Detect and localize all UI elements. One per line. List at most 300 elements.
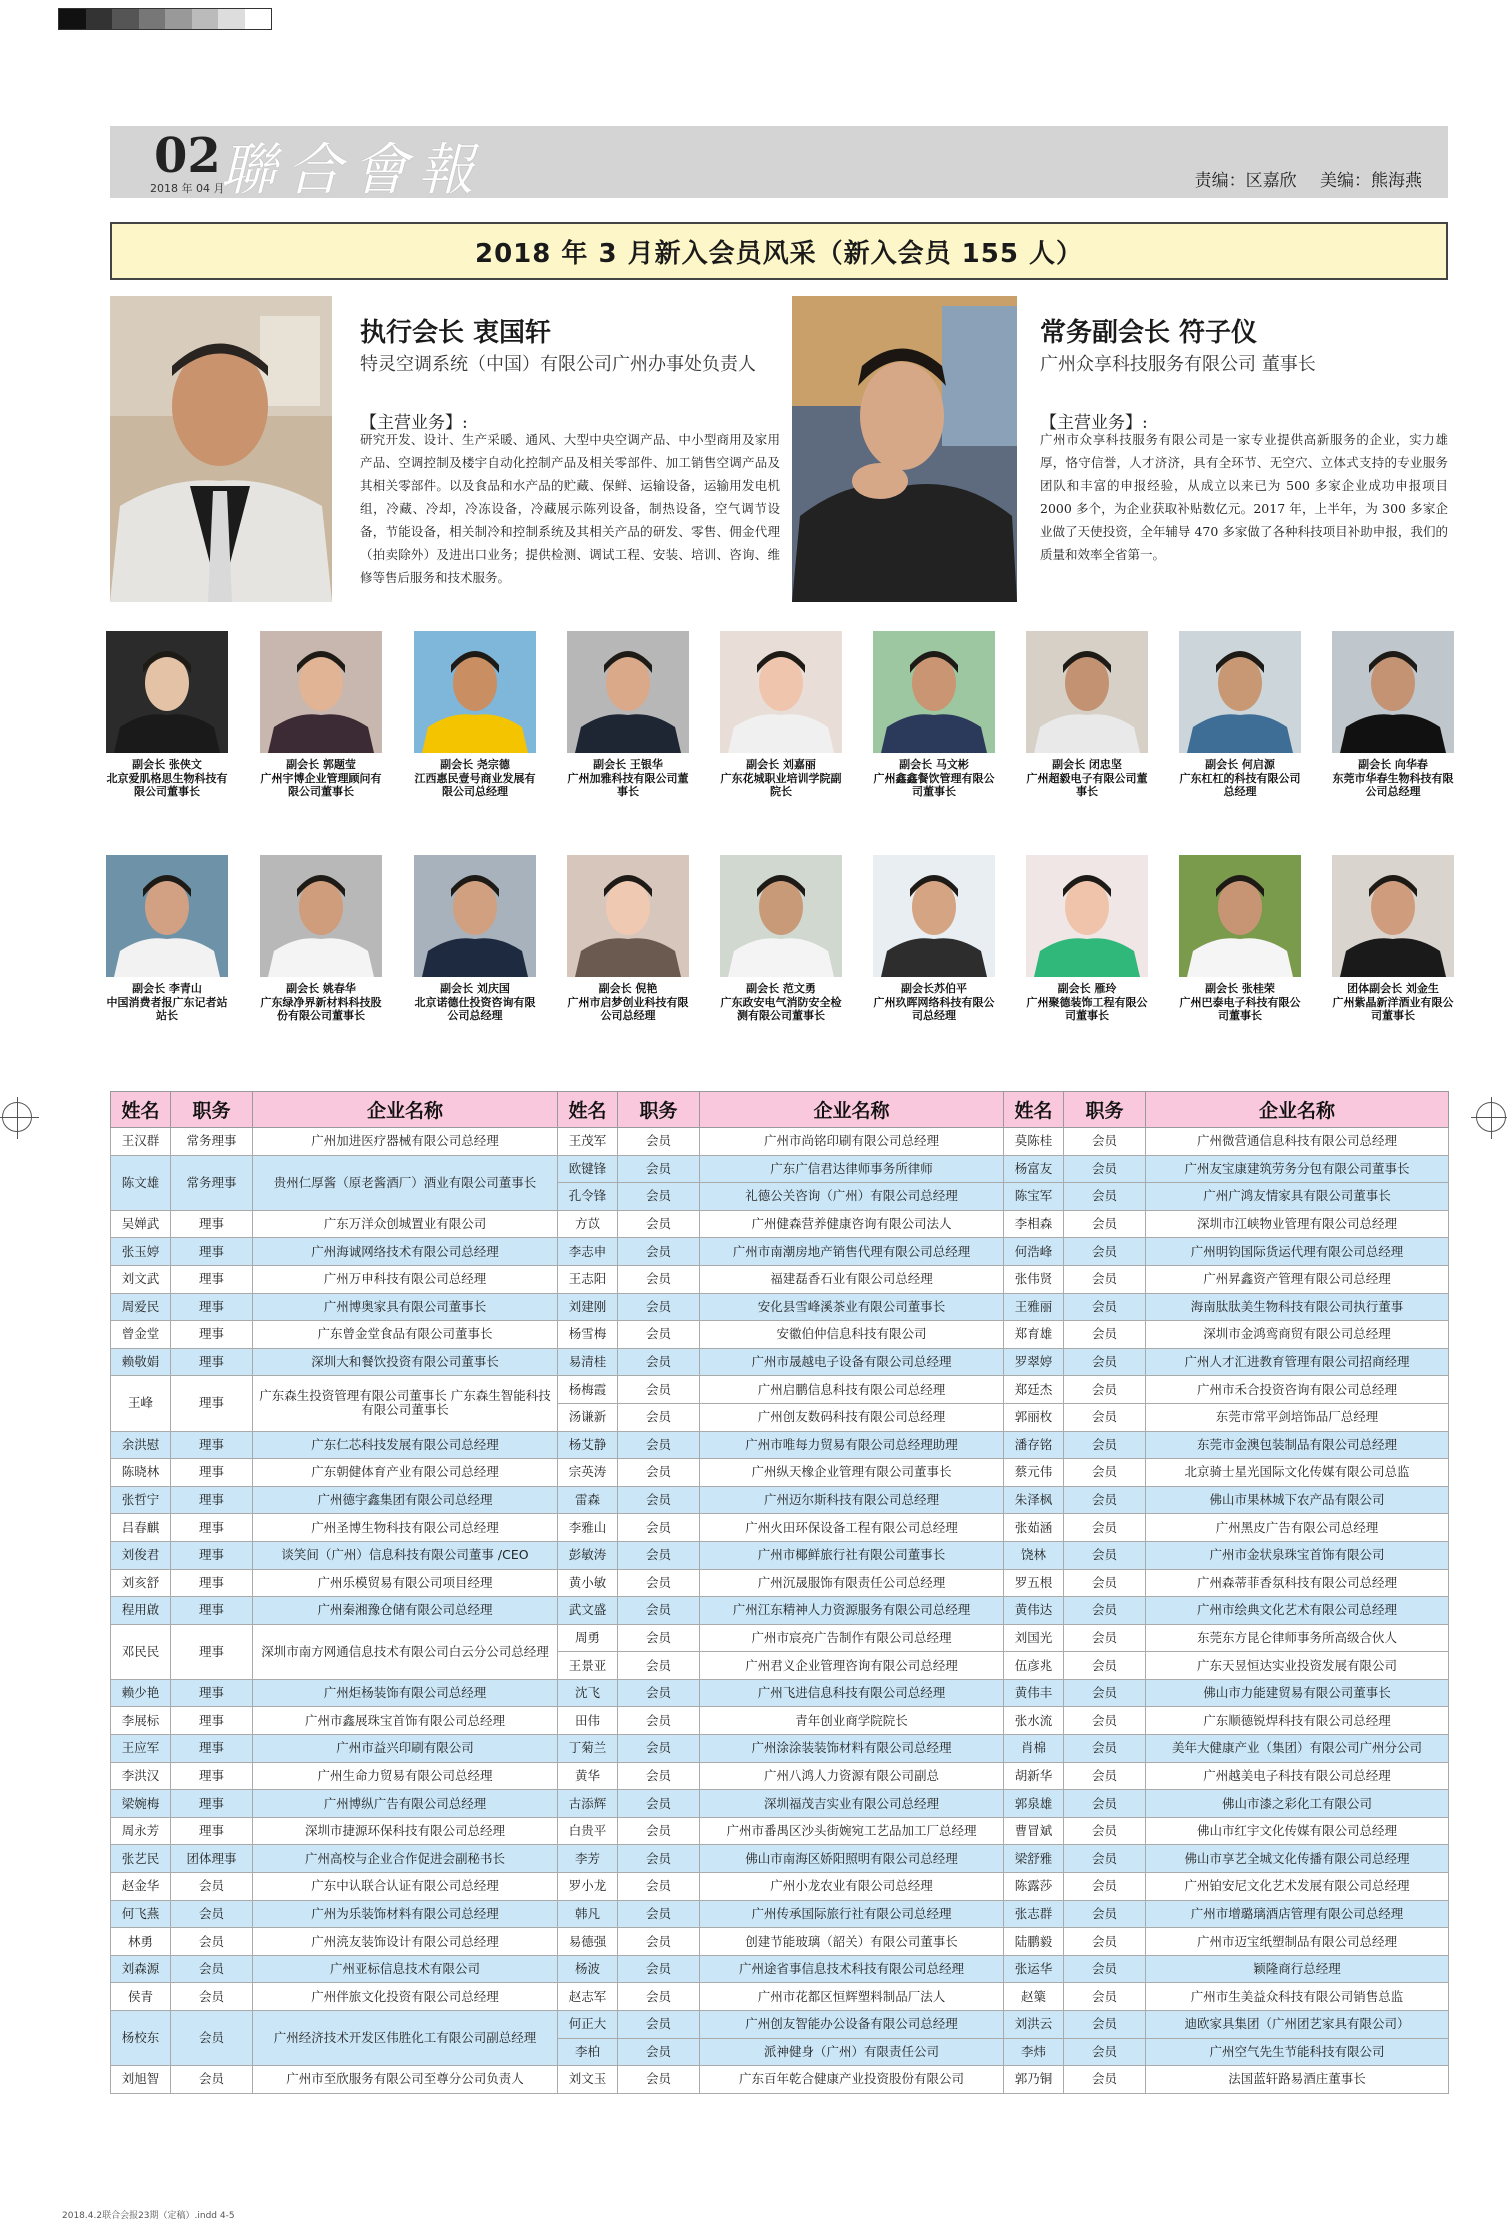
table-cell: 会员 [1064, 1817, 1146, 1845]
table-cell: 理事 [171, 1210, 253, 1238]
table-row [111, 1431, 1449, 1459]
table-cell: 程用啟 [111, 1597, 171, 1625]
table-row [111, 1210, 1449, 1238]
table-cell: 会员 [618, 1569, 700, 1597]
deputy-photo [567, 631, 689, 753]
table-cell: 张水流 [1004, 1707, 1064, 1735]
table-cell: 周勇 [558, 1624, 618, 1652]
table-cell: 潘存铭 [1004, 1431, 1064, 1459]
table-cell: 杨梅霞 [558, 1376, 618, 1404]
table-cell: 广州为乐装饰材料有限公司总经理 [253, 1900, 558, 1928]
table-cell: 会员 [1064, 1900, 1146, 1928]
table-cell: 理事 [171, 1762, 253, 1790]
table-cell: 广州市南潮房地产销售代理有限公司总经理 [700, 1238, 1004, 1266]
table-cell: 古添辉 [558, 1790, 618, 1818]
table-cell: 会员 [618, 1679, 700, 1707]
table-cell: 广州市晟越电子设备有限公司总经理 [700, 1348, 1004, 1376]
table-cell: 刘文玉 [558, 2066, 618, 2094]
deputy-photo [873, 631, 995, 753]
table-cell: 张艺民 [111, 1845, 171, 1873]
table-cell: 郑廷杰 [1004, 1376, 1064, 1404]
table-cell: 广州市禾合投资咨询有限公司总经理 [1146, 1376, 1449, 1404]
table-cell: 张哲宁 [111, 1486, 171, 1514]
table-cell: 佛山市果林城下农产品有限公司 [1146, 1486, 1449, 1514]
deputy-photo [260, 855, 382, 977]
table-cell: 广州湸友装饰设计有限公司总经理 [253, 1928, 558, 1956]
deputy-card [718, 631, 844, 799]
table-cell: 方苡 [558, 1210, 618, 1238]
leader-executive-president [110, 296, 780, 604]
table-cell: 创建节能玻璃（韶关）有限公司董事长 [700, 1928, 1004, 1956]
table-cell: 贵州仁厚酱（原老酱酒厂）酒业有限公司董事长 [253, 1155, 558, 1210]
table-cell: 广州市尚铭印刷有限公司总经理 [700, 1128, 1004, 1156]
table-cell: 广州博纵广告有限公司总经理 [253, 1790, 558, 1818]
business-heading: 【主营业务】: [360, 413, 468, 433]
table-cell: 陈晓林 [111, 1459, 171, 1487]
table-cell: 会员 [618, 2038, 700, 2066]
table-cell: 常务理事 [171, 1155, 253, 1210]
table-cell: 黄小敏 [558, 1569, 618, 1597]
table-cell: 广州微营通信息科技有限公司总经理 [1146, 1128, 1449, 1156]
business-heading: 【主营业务】: [1040, 413, 1148, 433]
table-cell: 刘森源 [111, 1955, 171, 1983]
table-cell: 王景亚 [558, 1652, 618, 1680]
table-cell: 广州加进医疗器械有限公司总经理 [253, 1128, 558, 1156]
deputy-caption: 副会长 王银华 广州加雅科技有限公司董事长 [567, 758, 689, 798]
table-cell: 饶林 [1004, 1541, 1064, 1569]
table-cell: 广州市鑫展珠宝首饰有限公司总经理 [253, 1707, 558, 1735]
column-header: 姓名 [558, 1092, 618, 1128]
table-cell: 周爱民 [111, 1293, 171, 1321]
table-cell: 会员 [618, 1762, 700, 1790]
deputy-caption: 副会长 刘庆国 北京诺德仕投资咨询有限公司总经理 [414, 982, 536, 1022]
table-row [111, 1790, 1449, 1818]
table-cell: 张运华 [1004, 1955, 1064, 1983]
table-cell: 李相森 [1004, 1210, 1064, 1238]
business-description: 广州市众享科技服务有限公司是一家专业提供高新服务的企业，实力雄厚，恪守信誉，人才济济，具有全环节、无空穴、立体式支持的专业服务团队和丰富的申报经验，从成立以来已为 500 多家企业成功申报项目 2000 多个，为企业获取补贴数亿元。2017 年，上半年，为 300 多家企业做了天使投资，全年辅导 470 多家做了各种科技项目补助申报，我们的质量和效率全省第一。 [1040, 432, 1448, 562]
table-cell: 会员 [1064, 1514, 1146, 1542]
table-row [111, 1348, 1449, 1376]
table-cell: 会员 [618, 1817, 700, 1845]
table-cell: 广州亚标信息技术有限公司 [253, 1955, 558, 1983]
issue-date: 2018 年 04 月 [150, 182, 225, 195]
deputy-card [718, 855, 844, 1023]
table-cell: 会员 [1064, 1762, 1146, 1790]
deputy-caption: 副会长 闭忠坚 广州超毅电子有限公司董事长 [1026, 758, 1148, 798]
table-row [111, 1459, 1449, 1487]
table-cell: 会员 [1064, 1459, 1146, 1487]
newspaper-header [110, 126, 1448, 203]
table-cell: 赖少艳 [111, 1679, 171, 1707]
table-cell: 丁菊兰 [558, 1735, 618, 1763]
table-cell: 会员 [618, 1293, 700, 1321]
table-cell: 白贵平 [558, 1817, 618, 1845]
table-cell: 理事 [171, 1707, 253, 1735]
table-cell: 王应军 [111, 1735, 171, 1763]
table-row [111, 1762, 1449, 1790]
table-cell: 广州空气先生节能科技有限公司 [1146, 2038, 1449, 2066]
deputy-caption: 副会长 雁玲 广州聚德装饰工程有限公司董事长 [1026, 982, 1148, 1022]
table-cell: 广州市唯每力贸易有限公司总经理助理 [700, 1431, 1004, 1459]
table-cell: 会员 [618, 1735, 700, 1763]
table-cell: 会员 [618, 1514, 700, 1542]
deputy-caption: 副会长 倪艳 广州市启梦创业科技有限公司总经理 [567, 982, 689, 1022]
deputy-caption: 副会长 郭题莹 广州宇博企业管理顾问有限公司董事长 [260, 758, 382, 798]
deputy-photo [1332, 855, 1454, 977]
table-cell: 赵篥 [1004, 1983, 1064, 2011]
table-cell: 会员 [1064, 1569, 1146, 1597]
editor: 责编：区嘉欣 [1194, 171, 1297, 191]
table-cell: 曾金堂 [111, 1321, 171, 1349]
table-cell: 雷森 [558, 1486, 618, 1514]
table-cell: 广东百年乾合健康产业投资股份有限公司 [700, 2066, 1004, 2094]
table-cell: 郑育雄 [1004, 1321, 1064, 1349]
table-cell: 会员 [618, 1431, 700, 1459]
table-cell: 广东森生投资管理有限公司董事长 广东森生智能科技有限公司董事长 [253, 1376, 558, 1431]
table-cell: 福建磊香石业有限公司总经理 [700, 1265, 1004, 1293]
table-cell: 王汉群 [111, 1128, 171, 1156]
table-cell: 广州市迈宝纸塑制品有限公司总经理 [1146, 1928, 1449, 1956]
deputy-photo [1026, 631, 1148, 753]
table-row [111, 1569, 1449, 1597]
table-cell: 礼德公关咨询（广州）有限公司总经理 [700, 1183, 1004, 1211]
table-cell: 会员 [1064, 1321, 1146, 1349]
table-cell: 会员 [618, 1873, 700, 1901]
table-cell: 王茂军 [558, 1128, 618, 1156]
table-cell: 理事 [171, 1817, 253, 1845]
table-cell: 李志申 [558, 1238, 618, 1266]
table-cell: 理事 [171, 1238, 253, 1266]
table-cell: 佛山市力能建贸易有限公司董事长 [1146, 1679, 1449, 1707]
table-cell: 会员 [1064, 2066, 1146, 2094]
table-row [111, 1265, 1449, 1293]
table-row [111, 1514, 1449, 1542]
table-cell: 青年创业商学院院长 [700, 1707, 1004, 1735]
table-cell: 北京骑士星光国际文化传媒有限公司总监 [1146, 1459, 1449, 1487]
table-cell: 广州创友智能办公设备有限公司总经理 [700, 2011, 1004, 2039]
table-row [111, 1955, 1449, 1983]
table-cell: 会员 [1064, 1238, 1146, 1266]
table-cell: 理事 [171, 1514, 253, 1542]
table-cell: 广州友宝康建筑劳务分包有限公司董事长 [1146, 1155, 1449, 1183]
table-cell: 会员 [618, 1128, 700, 1156]
table-cell: 彭敏涛 [558, 1541, 618, 1569]
deputy-photo [1179, 855, 1301, 977]
table-cell: 刘俊君 [111, 1541, 171, 1569]
table-cell: 李芳 [558, 1845, 618, 1873]
table-cell: 广州市益兴印刷有限公司 [253, 1735, 558, 1763]
table-cell: 会员 [618, 1348, 700, 1376]
member-table [110, 1091, 1449, 2094]
table-cell: 会员 [1064, 1348, 1146, 1376]
table-cell: 广州途省事信息技术科技有限公司总经理 [700, 1955, 1004, 1983]
table-cell: 理事 [171, 1348, 253, 1376]
editor-credits [1177, 166, 1422, 191]
table-cell: 肖棉 [1004, 1735, 1064, 1763]
table-row [111, 1900, 1449, 1928]
table-cell: 会员 [618, 1624, 700, 1652]
table-cell: 美年大健康产业（集团）有限公司广州分公司 [1146, 1735, 1449, 1763]
registration-mark-right [1476, 1102, 1506, 1132]
deputy-card [412, 631, 538, 799]
table-cell: 广州江东精神人力资源服务有限公司总经理 [700, 1597, 1004, 1625]
table-cell: 易清桂 [558, 1348, 618, 1376]
deputy-card [871, 855, 997, 1023]
table-cell: 广州万申科技有限公司总经理 [253, 1265, 558, 1293]
table-cell: 会员 [618, 1955, 700, 1983]
table-cell: 黄伟达 [1004, 1597, 1064, 1625]
table-cell: 朱泽枫 [1004, 1486, 1064, 1514]
table-cell: 广州乐模贸易有限公司项目经理 [253, 1569, 558, 1597]
table-cell: 黄伟丰 [1004, 1679, 1064, 1707]
masthead: 聯合會報 [220, 138, 484, 203]
table-row [111, 1873, 1449, 1901]
column-header: 姓名 [111, 1092, 171, 1128]
table-cell: 迪欧家具集团（广州团艺家具有限公司） [1146, 2011, 1449, 2039]
table-cell: 广州市宸亮广告制作有限公司总经理 [700, 1624, 1004, 1652]
table-cell: 会员 [1064, 1928, 1146, 1956]
table-cell: 会员 [1064, 1293, 1146, 1321]
table-cell: 会员 [618, 1459, 700, 1487]
table-cell: 东莞东方昆仑律师事务所高级合伙人 [1146, 1624, 1449, 1652]
table-cell: 广州明钧国际货运代理有限公司总经理 [1146, 1238, 1449, 1266]
table-cell: 广州沉晟服饰有限责任公司总经理 [700, 1569, 1004, 1597]
table-cell: 会员 [171, 2011, 253, 2066]
deputy-card [412, 855, 538, 1023]
table-cell: 郭丽枚 [1004, 1403, 1064, 1431]
table-cell: 李雅山 [558, 1514, 618, 1542]
table-cell: 易德强 [558, 1928, 618, 1956]
table-cell: 会员 [171, 1928, 253, 1956]
table-cell: 刘国光 [1004, 1624, 1064, 1652]
table-cell: 会员 [171, 1873, 253, 1901]
leader-role-name: 执行会长 衷国轩 [360, 318, 552, 348]
table-cell: 郭泉雄 [1004, 1790, 1064, 1818]
table-cell: 理事 [171, 1431, 253, 1459]
table-cell: 广州八鸿人力资源有限公司副总 [700, 1762, 1004, 1790]
table-cell: 黄华 [558, 1762, 618, 1790]
table-cell: 理事 [171, 1321, 253, 1349]
table-cell: 欧键锋 [558, 1155, 618, 1183]
table-cell: 会员 [1064, 1707, 1146, 1735]
deputy-caption: 副会长 张侠文 北京爱肌格思生物科技有限公司董事长 [106, 758, 228, 798]
table-row [111, 1486, 1449, 1514]
table-cell: 广州海诚网络技术有限公司总经理 [253, 1238, 558, 1266]
table-cell: 武文盛 [558, 1597, 618, 1625]
table-cell: 赵金华 [111, 1873, 171, 1901]
table-cell: 团体理事 [171, 1845, 253, 1873]
table-cell: 会员 [171, 1900, 253, 1928]
table-cell: 王志阳 [558, 1265, 618, 1293]
table-cell: 罗翠婷 [1004, 1348, 1064, 1376]
print-slug: 2018.4.2联合会报23期（定稿）.indd 4-5 [62, 2211, 235, 2221]
table-cell: 派神健身（广州）有限责任公司 [700, 2038, 1004, 2066]
column-header: 姓名 [1004, 1092, 1064, 1128]
table-cell: 会员 [1064, 1624, 1146, 1652]
table-cell: 会员 [1064, 1403, 1146, 1431]
deputy-caption: 副会长苏伯平 广州玖晖网络科技有限公司总经理 [873, 982, 995, 1022]
table-cell: 理事 [171, 1293, 253, 1321]
table-cell: 周永芳 [111, 1817, 171, 1845]
table-cell: 理事 [171, 1486, 253, 1514]
deputy-card [1177, 631, 1303, 799]
table-cell: 东莞市常平剑培饰品厂总经理 [1146, 1403, 1449, 1431]
table-cell: 会员 [1064, 1955, 1146, 1983]
table-cell: 广东曾金堂食品有限公司董事长 [253, 1321, 558, 1349]
deputy-photo [414, 855, 536, 977]
table-cell: 张玉婷 [111, 1238, 171, 1266]
column-header: 职务 [171, 1092, 253, 1128]
deputy-caption: 副会长 马文彬 广州鑫鑫餐饮管理有限公司董事长 [873, 758, 995, 798]
leader-role-name: 常务副会长 符子仪 [1040, 318, 1258, 348]
table-cell: 会员 [1064, 1210, 1146, 1238]
table-cell: 会员 [618, 1376, 700, 1404]
table-cell: 李洪汉 [111, 1762, 171, 1790]
table-cell: 罗小龙 [558, 1873, 618, 1901]
table-cell: 广州森蒂菲香氛科技有限公司总经理 [1146, 1569, 1449, 1597]
table-cell: 会员 [618, 1403, 700, 1431]
leader-photo [110, 296, 332, 602]
table-cell: 王雅丽 [1004, 1293, 1064, 1321]
table-cell: 广东万洋众创城置业有限公司 [253, 1210, 558, 1238]
deputy-card [1024, 631, 1150, 799]
table-cell: 陈文雄 [111, 1155, 171, 1210]
deputy-photo [1179, 631, 1301, 753]
table-cell: 田伟 [558, 1707, 618, 1735]
deputy-card [258, 631, 384, 799]
table-cell: 广州市绘典文化艺术有限公司总经理 [1146, 1597, 1449, 1625]
table-row [111, 1128, 1449, 1156]
leader-company: 广州众享科技服务有限公司 董事长 [1040, 354, 1316, 375]
table-cell: 沈飞 [558, 1679, 618, 1707]
table-cell: 会员 [618, 2011, 700, 2039]
table-cell: 广州飞进信息科技有限公司总经理 [700, 1679, 1004, 1707]
table-cell: 理事 [171, 1735, 253, 1763]
table-cell: 会员 [1064, 1486, 1146, 1514]
table-row [111, 1817, 1449, 1845]
table-row [111, 1928, 1449, 1956]
deputy-card [258, 855, 384, 1023]
table-cell: 会员 [618, 1155, 700, 1183]
table-cell: 陈露莎 [1004, 1873, 1064, 1901]
deputy-photo [260, 631, 382, 753]
table-cell: 邓民民 [111, 1624, 171, 1679]
table-row [111, 1293, 1449, 1321]
table-cell: 张伟贤 [1004, 1265, 1064, 1293]
color-registration-bar [58, 8, 272, 30]
table-cell: 会员 [618, 2066, 700, 2094]
table-cell: 佛山市漆之彩化工有限公司 [1146, 1790, 1449, 1818]
table-cell: 安化县雪峰溪茶业有限公司董事长 [700, 1293, 1004, 1321]
table-cell: 会员 [618, 1707, 700, 1735]
table-cell: 杨校东 [111, 2011, 171, 2066]
page-title: 2018 年 3 月新入会员风采（新入会员 155 人） [110, 222, 1448, 280]
table-cell: 会员 [1064, 1265, 1146, 1293]
table-cell: 佛山市红宇文化传媒有限公司总经理 [1146, 1817, 1449, 1845]
table-cell: 谈笑间（广州）信息科技有限公司董事 /CEO [253, 1541, 558, 1569]
table-cell: 深圳市江峡物业管理有限公司总经理 [1146, 1210, 1449, 1238]
table-cell: 张茹涵 [1004, 1514, 1064, 1542]
table-cell: 会员 [618, 1210, 700, 1238]
table-row [111, 1376, 1449, 1404]
table-cell: 韩凡 [558, 1900, 618, 1928]
table-cell: 广东天昱恒达实业投资发展有限公司 [1146, 1652, 1449, 1680]
table-cell: 广东朝健体育产业有限公司总经理 [253, 1459, 558, 1487]
table-cell: 莫陈桂 [1004, 1128, 1064, 1156]
table-cell: 杨艾静 [558, 1431, 618, 1459]
table-cell: 广州君义企业管理咨询有限公司总经理 [700, 1652, 1004, 1680]
table-cell: 广州市花都区恒辉塑料制品厂法人 [700, 1983, 1004, 2011]
table-cell: 余洪慰 [111, 1431, 171, 1459]
column-header: 企业名称 [1146, 1092, 1449, 1128]
leader-vice-president [792, 296, 1448, 604]
leader-company: 特灵空调系统（中国）有限公司广州办事处负责人 [360, 354, 756, 375]
table-cell: 安徽伯仲信息科技有限公司 [700, 1321, 1004, 1349]
table-cell: 伍彦兆 [1004, 1652, 1064, 1680]
table-row [111, 1735, 1449, 1763]
table-cell: 广州市金状泉珠宝首饰有限公司 [1146, 1541, 1449, 1569]
table-cell: 广州市增璐璃酒店管理有限公司总经理 [1146, 1900, 1449, 1928]
table-cell: 刘洪云 [1004, 2011, 1064, 2039]
table-cell: 刘旭智 [111, 2066, 171, 2094]
table-cell: 赵志军 [558, 1983, 618, 2011]
table-cell: 深圳市金鸿鸾商贸有限公司总经理 [1146, 1321, 1449, 1349]
table-cell: 会员 [1064, 1431, 1146, 1459]
table-cell: 会员 [1064, 1845, 1146, 1873]
table-cell: 会员 [618, 1265, 700, 1293]
table-cell: 佛山市享艺全城文化传播有限公司总经理 [1146, 1845, 1449, 1873]
deputy-caption: 副会长 刘嘉丽 广东花城职业培训学院副院长 [720, 758, 842, 798]
table-cell: 深圳市南方网通信息技术有限公司白云分公司总经理 [253, 1624, 558, 1679]
deputy-card [1330, 855, 1456, 1023]
table-cell: 何浩峰 [1004, 1238, 1064, 1266]
table-cell: 王峰 [111, 1376, 171, 1431]
deputy-caption: 副会长 姚春华 广东绿净界新材料科技股份有限公司董事长 [260, 982, 382, 1022]
table-cell: 广州秦湘豫仓储有限公司总经理 [253, 1597, 558, 1625]
table-row [111, 1679, 1449, 1707]
table-cell: 张志群 [1004, 1900, 1064, 1928]
table-cell: 理事 [171, 1597, 253, 1625]
table-cell: 侯青 [111, 1983, 171, 2011]
deputy-caption: 副会长 尧宗德 江西惠民壹号商业发展有限公司总经理 [414, 758, 536, 798]
deputy-caption: 副会长 何启源 广东杠杠的科技有限公司总经理 [1179, 758, 1301, 798]
table-cell: 广州市椰鲜旅行社有限公司董事长 [700, 1541, 1004, 1569]
deputy-card [565, 631, 691, 799]
table-cell: 深圳大和餐饮投资有限公司董事长 [253, 1348, 558, 1376]
table-cell: 会员 [1064, 1735, 1146, 1763]
deputy-photo [567, 855, 689, 977]
table-row [111, 1624, 1449, 1652]
deputy-photo [414, 631, 536, 753]
deputy-card [1330, 631, 1456, 799]
table-row [111, 1321, 1449, 1349]
table-cell: 会员 [618, 1486, 700, 1514]
table-cell: 刘亥舒 [111, 1569, 171, 1597]
table-cell: 广州市至欣服务有限公司至尊分公司负责人 [253, 2066, 558, 2094]
table-cell: 广东广信君达律师事务所律师 [700, 1155, 1004, 1183]
table-cell: 常务理事 [171, 1128, 253, 1156]
table-cell: 会员 [1064, 1376, 1146, 1404]
table-cell: 会员 [1064, 1873, 1146, 1901]
table-cell: 蔡元伟 [1004, 1459, 1064, 1487]
table-cell: 汤谦新 [558, 1403, 618, 1431]
table-cell: 广东顺德锐焊科技有限公司总经理 [1146, 1707, 1449, 1735]
deputy-photo [106, 855, 228, 977]
table-cell: 梁舒雅 [1004, 1845, 1064, 1873]
table-cell: 会员 [618, 1845, 700, 1873]
table-cell: 会员 [618, 1321, 700, 1349]
table-cell: 广州市番禺区沙头街婉宛工艺品加工厂总经理 [700, 1817, 1004, 1845]
